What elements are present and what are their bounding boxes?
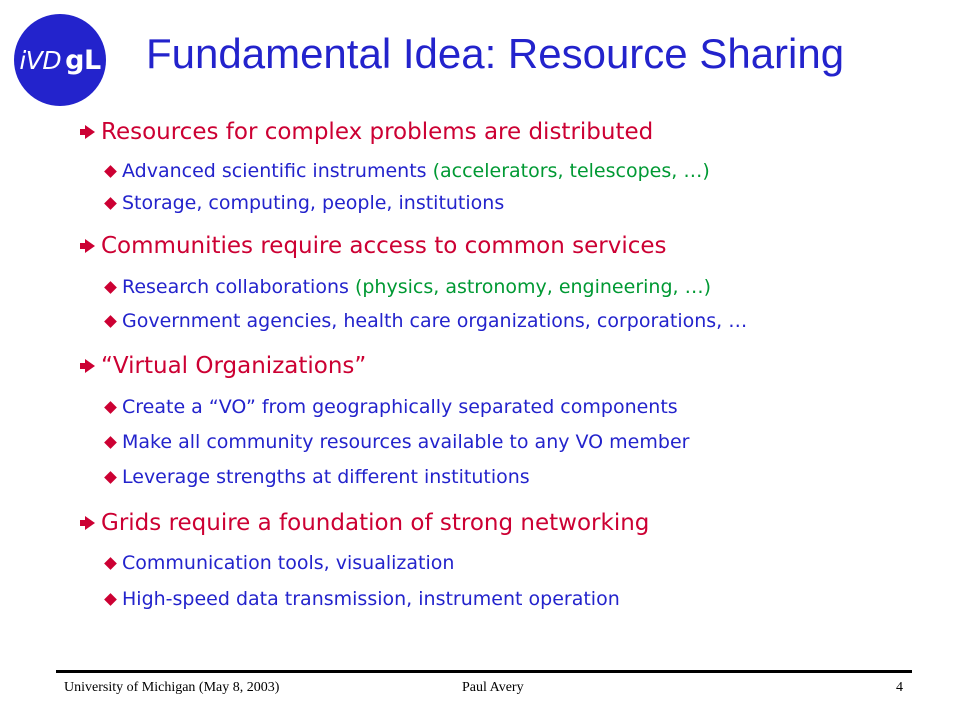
sub-bullet-text: Storage, computing, people, institutions [122, 192, 505, 214]
sub-bullet-government [104, 308, 747, 334]
diamond-bullet-icon [104, 281, 117, 294]
diamond-bullet-icon [104, 401, 117, 414]
sub-bullet-instruments [104, 158, 710, 184]
arrow-bullet-icon [80, 125, 101, 139]
footer-author: Paul Avery [462, 680, 524, 695]
sub-bullet-communication [104, 550, 454, 576]
footer-page-number: 4 [896, 680, 903, 695]
slide-title: Fundamental Idea: Resource Sharing [146, 30, 845, 77]
diamond-bullet-icon [104, 557, 117, 570]
sub-bullet-high-speed [104, 586, 620, 612]
arrow-bullet-icon [80, 516, 101, 530]
sub-bullet-highlight: (physics, astronomy, engineering, …) [354, 276, 711, 298]
ivdgl-logo [14, 14, 106, 106]
diamond-bullet-icon [104, 593, 117, 606]
sub-bullet-create-vo [104, 394, 678, 420]
bullet-text: Grids require a foundation of strong networking [101, 510, 650, 536]
bullet-communities [80, 230, 667, 262]
bullet-text: Communities require access to common services [101, 233, 667, 259]
sub-bullet-make-available [104, 429, 689, 455]
bullet-resources [80, 116, 653, 148]
logo-text-gl: gL [65, 44, 101, 76]
sub-bullet-leverage [104, 464, 530, 490]
bullet-text: “Virtual Organizations” [101, 353, 367, 379]
sub-bullet-text: Advanced scientific instruments [122, 160, 427, 182]
arrow-bullet-icon [80, 359, 101, 373]
sub-bullet-highlight: (accelerators, telescopes, …) [432, 160, 710, 182]
sub-bullet-text: Make all community resources available to any VO member [122, 431, 690, 453]
diamond-bullet-icon [104, 471, 117, 484]
sub-bullet-text: Research collaborations [122, 276, 349, 298]
bullet-grids [80, 507, 649, 539]
sub-bullet-storage [104, 190, 504, 216]
sub-bullet-text: Leverage strengths at different institutions [122, 466, 530, 488]
sub-bullet-collaborations [104, 274, 711, 300]
bullet-virtual-organizations [80, 350, 366, 382]
diamond-bullet-icon [104, 165, 117, 178]
arrow-bullet-icon [80, 239, 101, 253]
diamond-bullet-icon [104, 315, 117, 328]
diamond-bullet-icon [104, 436, 117, 449]
sub-bullet-text: Communication tools, visualization [122, 552, 455, 574]
sub-bullet-text: High-speed data transmission, instrument operation [122, 588, 620, 610]
footer-venue: University of Michigan (May 8, 2003) [64, 680, 280, 695]
sub-bullet-text: Government agencies, health care organizations, corporations, … [122, 310, 748, 332]
logo-text-ivd: iVD [19, 45, 62, 75]
diamond-bullet-icon [104, 197, 117, 210]
footer-divider [56, 670, 912, 673]
bullet-text: Resources for complex problems are distributed [101, 119, 654, 145]
sub-bullet-text: Create a “VO” from geographically separated components [122, 396, 678, 418]
